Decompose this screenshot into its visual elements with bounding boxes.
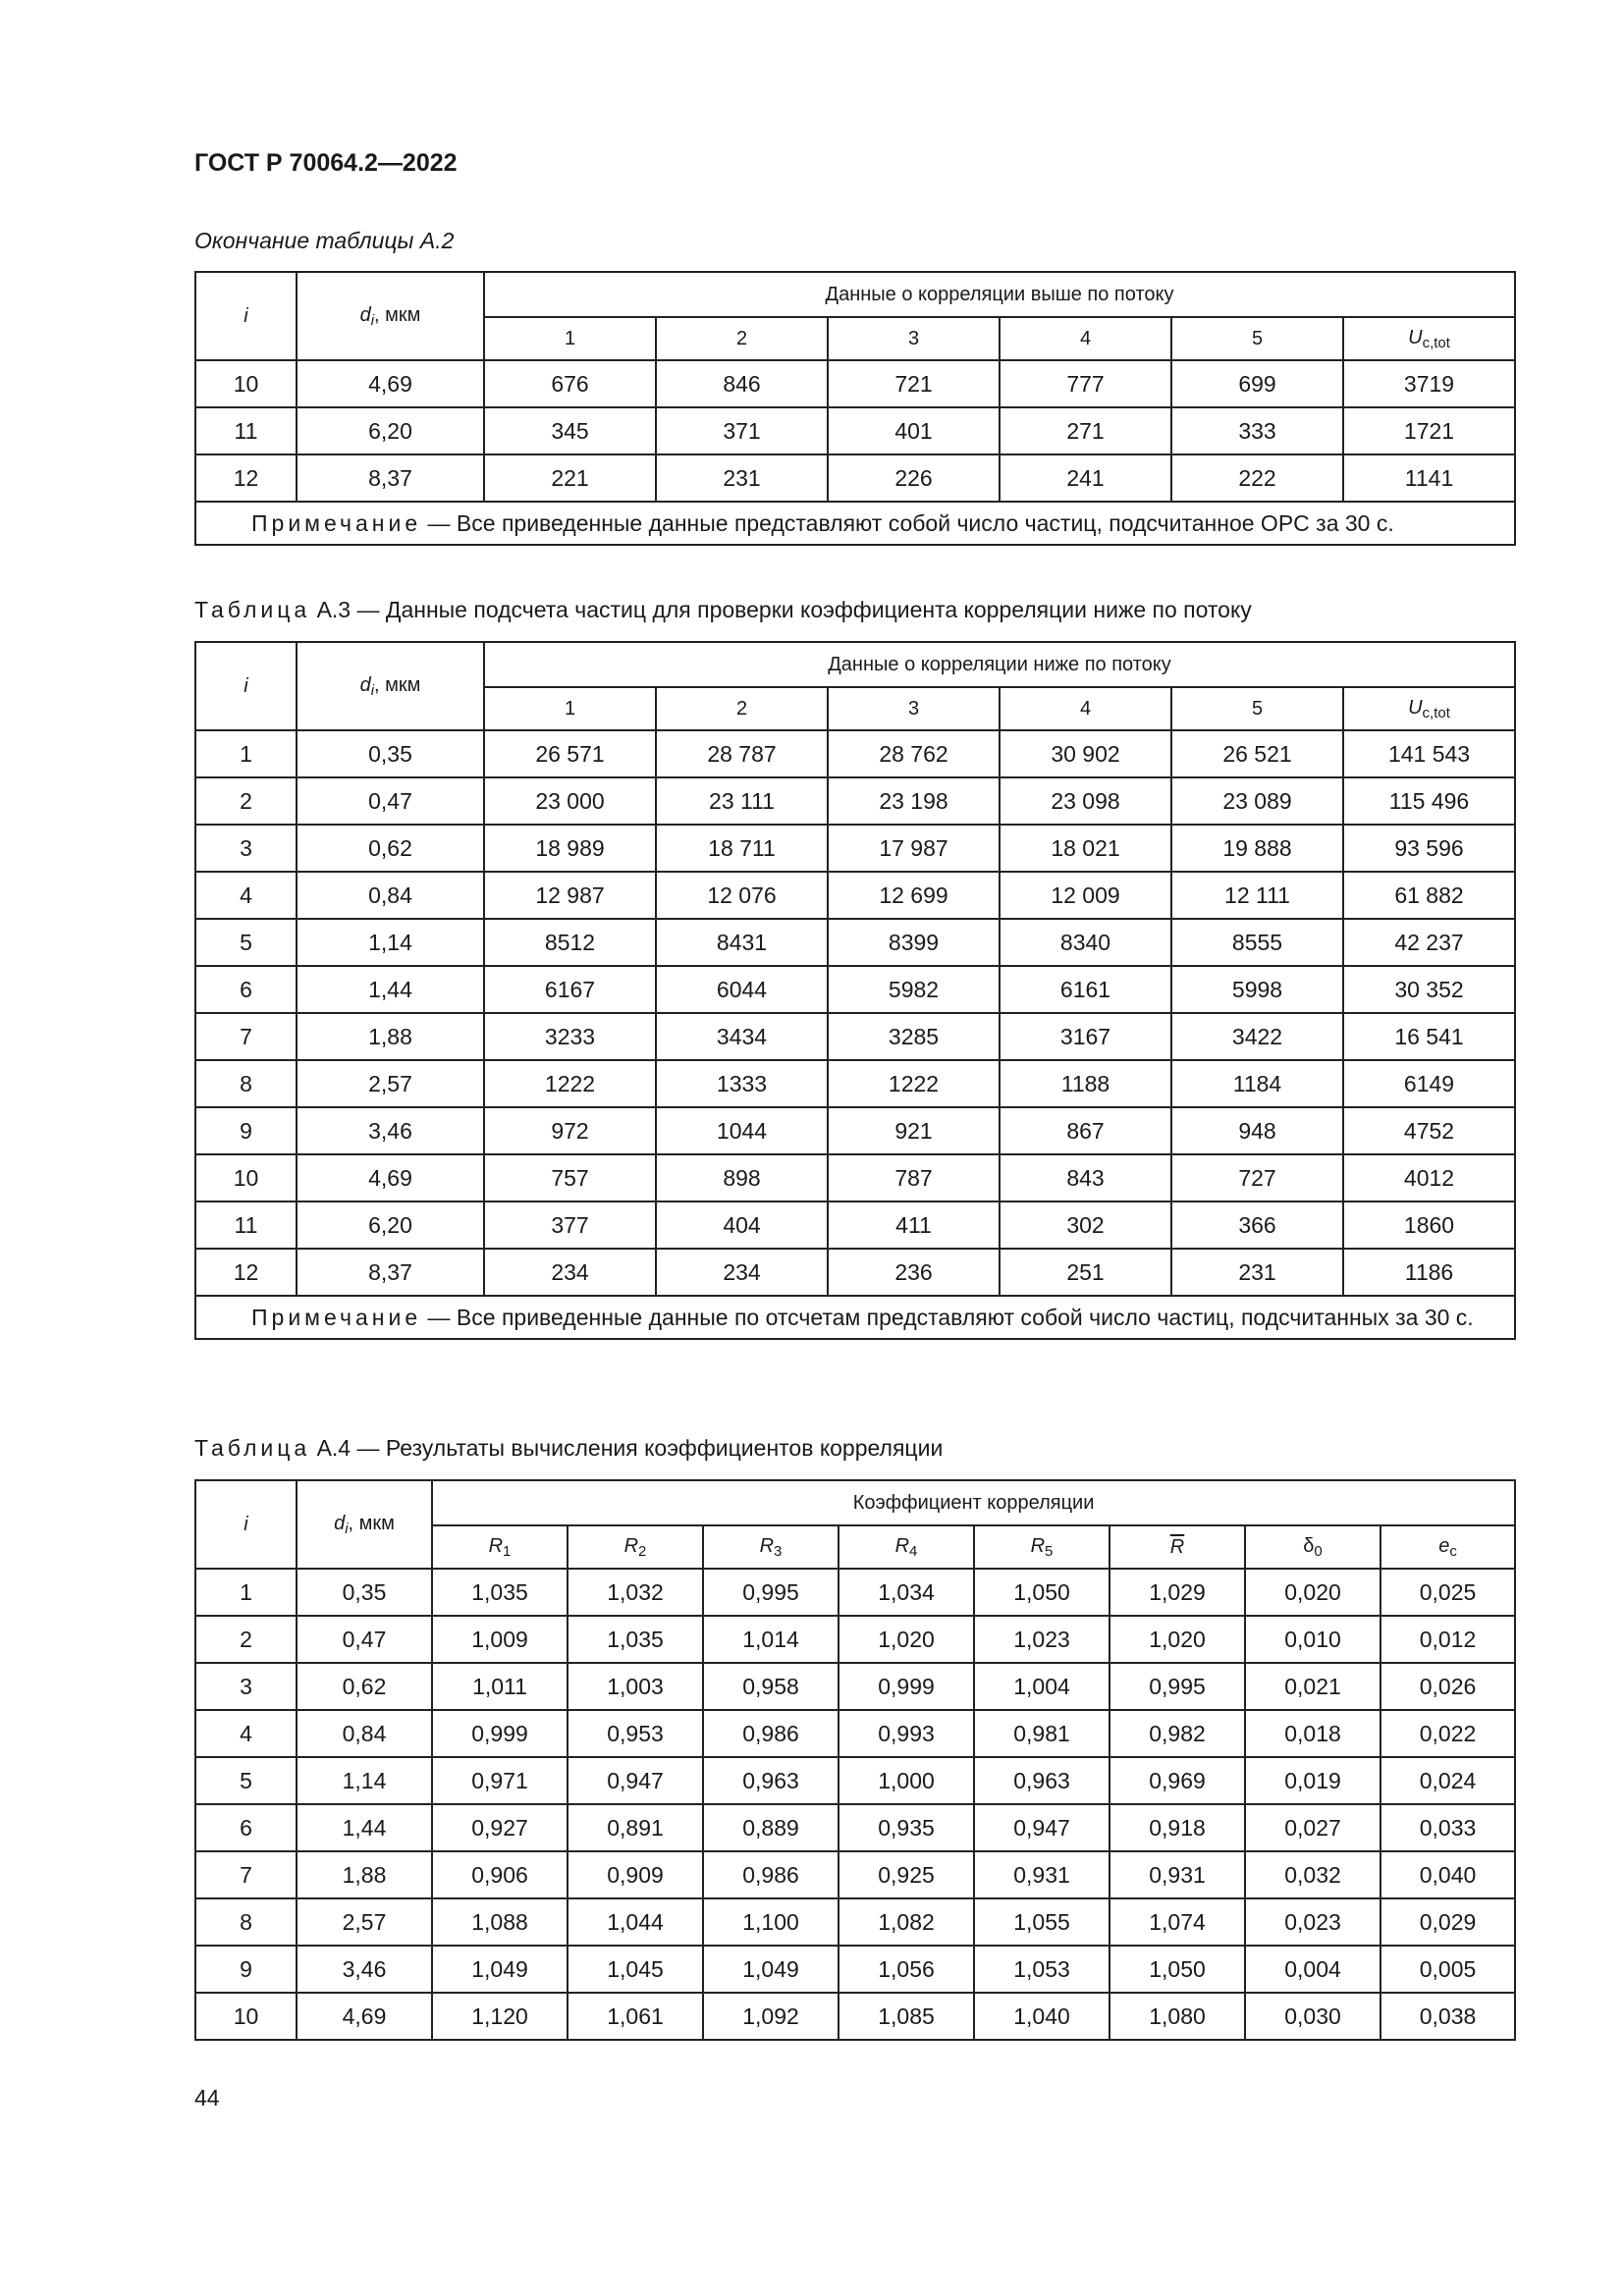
- table-cell: 4: [195, 872, 297, 919]
- table-cell: 1184: [1171, 1060, 1343, 1107]
- table-cell: 30 902: [1000, 730, 1171, 777]
- table-cell: 898: [656, 1154, 828, 1201]
- table-cell: 12 987: [484, 872, 656, 919]
- table-cell: 4752: [1343, 1107, 1515, 1154]
- table-cell: 251: [1000, 1249, 1171, 1296]
- table-row: [195, 1710, 1515, 1757]
- table-cell: 6,20: [297, 407, 484, 454]
- col-header-u-total: $U_{c,tot}$: [1343, 317, 1515, 360]
- col-header-r2: $R_2$: [568, 1525, 703, 1569]
- table-cell: 28 787: [656, 730, 828, 777]
- table-cell: 1,053: [974, 1946, 1110, 1993]
- table-cell: 12: [195, 1249, 297, 1296]
- table-cell: 0,947: [974, 1804, 1110, 1851]
- table-cell: 1,080: [1110, 1993, 1245, 2040]
- col-header-i: i: [195, 642, 297, 730]
- sub-col-header: 4: [1000, 317, 1171, 360]
- table-cell: 18 989: [484, 825, 656, 872]
- table-cell: 0,025: [1380, 1569, 1515, 1616]
- table-cell: 18 711: [656, 825, 828, 872]
- table-cell: 12: [195, 454, 297, 502]
- table-cell: 0,931: [1110, 1851, 1245, 1898]
- table-cell: 1,44: [297, 966, 484, 1013]
- table-cell: 8431: [656, 919, 828, 966]
- sub-col-header: 1: [484, 317, 656, 360]
- table-cell: 0,029: [1380, 1898, 1515, 1946]
- table-cell: 0,993: [839, 1710, 974, 1757]
- table-cell: 0,969: [1110, 1757, 1245, 1804]
- table-cell: 12 076: [656, 872, 828, 919]
- col-header-e: $e_c$: [1380, 1525, 1515, 1569]
- table-cell: 19 888: [1171, 825, 1343, 872]
- table-cell: 0,038: [1380, 1993, 1515, 2040]
- table-a3-note: Примечание — Все приведенные данные по отсчетам представляют собой число частиц, подсчитанных за 30 с.: [195, 1296, 1515, 1339]
- table-cell: 12 699: [828, 872, 1000, 919]
- table-cell: 1,082: [839, 1898, 974, 1946]
- table-cell: 0,35: [297, 1569, 432, 1616]
- table-cell: 0,953: [568, 1710, 703, 1757]
- table-cell: 0,84: [297, 1710, 432, 1757]
- table-cell: 231: [1171, 1249, 1343, 1296]
- table-cell: 1: [195, 1569, 297, 1616]
- col-header-r4: $R_4$: [839, 1525, 974, 1569]
- table-cell: 1,074: [1110, 1898, 1245, 1946]
- table-cell: 0,005: [1380, 1946, 1515, 1993]
- table-cell: 231: [656, 454, 828, 502]
- col-header-r1: $R_1$: [432, 1525, 568, 1569]
- table-cell: 23 111: [656, 777, 828, 825]
- col-header-u-total: $U_{c,tot}$: [1343, 687, 1515, 730]
- table-row: [195, 407, 1515, 454]
- table-cell: 1,029: [1110, 1569, 1245, 1616]
- table-cell: 3285: [828, 1013, 1000, 1060]
- table-cell: 0,927: [432, 1804, 568, 1851]
- table-cell: 3233: [484, 1013, 656, 1060]
- table-row: [195, 730, 1515, 777]
- sub-col-header: 3: [828, 317, 1000, 360]
- table-cell: 757: [484, 1154, 656, 1201]
- table-cell: 1,035: [568, 1616, 703, 1663]
- col-header-delta: $\delta_0$: [1245, 1525, 1380, 1569]
- table-cell: 1333: [656, 1060, 828, 1107]
- table-cell: 0,027: [1245, 1804, 1380, 1851]
- table-row: [195, 1616, 1515, 1663]
- table-cell: 777: [1000, 360, 1171, 407]
- table-row: [195, 1249, 1515, 1296]
- table-row: [195, 1851, 1515, 1898]
- table-cell: 867: [1000, 1107, 1171, 1154]
- table-cell: 17 987: [828, 825, 1000, 872]
- table-row: [195, 825, 1515, 872]
- table-cell: 0,62: [297, 825, 484, 872]
- sub-col-header: 4: [1000, 687, 1171, 730]
- table-cell: 3719: [1343, 360, 1515, 407]
- col-header-r-mean: $\overline{R}$: [1110, 1525, 1245, 1569]
- table-cell: 0,47: [297, 1616, 432, 1663]
- table-cell: 10: [195, 1154, 297, 1201]
- table-row: [195, 1107, 1515, 1154]
- table-cell: 721: [828, 360, 1000, 407]
- table-cell: 1,44: [297, 1804, 432, 1851]
- table-cell: 6,20: [297, 1201, 484, 1249]
- table-cell: 0,030: [1245, 1993, 1380, 2040]
- table-cell: 6: [195, 1804, 297, 1851]
- table-cell: 0,906: [432, 1851, 568, 1898]
- table-cell: 2,57: [297, 1060, 484, 1107]
- table-cell: 3: [195, 825, 297, 872]
- page-number: 44: [194, 2085, 220, 2110]
- table-row: [195, 1663, 1515, 1710]
- table-cell: 0,981: [974, 1710, 1110, 1757]
- sub-col-header: 2: [656, 687, 828, 730]
- table-cell: 0,995: [703, 1569, 839, 1616]
- table-cell: 1,120: [432, 1993, 568, 2040]
- table-cell: 302: [1000, 1201, 1171, 1249]
- table-cell: 0,026: [1380, 1663, 1515, 1710]
- table-row: [195, 1201, 1515, 1249]
- table-a4-body: [195, 1569, 1515, 2040]
- table-cell: 5: [195, 919, 297, 966]
- table-cell: 0,032: [1245, 1851, 1380, 1898]
- table-cell: 0,47: [297, 777, 484, 825]
- table-row: [195, 1804, 1515, 1851]
- table-cell: 787: [828, 1154, 1000, 1201]
- table-cell: 1,020: [839, 1616, 974, 1663]
- table-cell: 0,023: [1245, 1898, 1380, 1946]
- table-cell: 0,84: [297, 872, 484, 919]
- table-cell: 1222: [484, 1060, 656, 1107]
- table-cell: 4,69: [297, 360, 484, 407]
- table-cell: 0,021: [1245, 1663, 1380, 1710]
- table-cell: 1,14: [297, 1757, 432, 1804]
- table-cell: 8,37: [297, 454, 484, 502]
- table-cell: 972: [484, 1107, 656, 1154]
- table-cell: 0,999: [432, 1710, 568, 1757]
- table-cell: 8: [195, 1060, 297, 1107]
- table-cell: 1,092: [703, 1993, 839, 2040]
- table-cell: 1188: [1000, 1060, 1171, 1107]
- table-cell: 3,46: [297, 1946, 432, 1993]
- table-cell: 6149: [1343, 1060, 1515, 1107]
- table-cell: 6044: [656, 966, 828, 1013]
- table-cell: 28 762: [828, 730, 1000, 777]
- col-header-i: i: [195, 1480, 297, 1569]
- table-a2-note: Примечание — Все приведенные данные представляют собой число частиц, подсчитанное OPC за 30 с.: [195, 502, 1515, 545]
- table-cell: 0,947: [568, 1757, 703, 1804]
- table-row: [195, 360, 1515, 407]
- table-cell: 0,040: [1380, 1851, 1515, 1898]
- table-cell: 23 089: [1171, 777, 1343, 825]
- table-cell: 1,045: [568, 1946, 703, 1993]
- table-cell: 6161: [1000, 966, 1171, 1013]
- table-a3-body: [195, 730, 1515, 1296]
- table-cell: 1860: [1343, 1201, 1515, 1249]
- table-cell: 727: [1171, 1154, 1343, 1201]
- table-cell: 0,931: [974, 1851, 1110, 1898]
- table-cell: 0,004: [1245, 1946, 1380, 1993]
- table-cell: 0,918: [1110, 1804, 1245, 1851]
- table-row: [195, 777, 1515, 825]
- table-cell: 0,925: [839, 1851, 974, 1898]
- table-cell: 3167: [1000, 1013, 1171, 1060]
- sub-col-header: 5: [1171, 687, 1343, 730]
- sub-col-header: 5: [1171, 317, 1343, 360]
- table-cell: 1,004: [974, 1663, 1110, 1710]
- table-cell: 1186: [1343, 1249, 1515, 1296]
- table-cell: 0,971: [432, 1757, 568, 1804]
- table-cell: 8555: [1171, 919, 1343, 966]
- table-cell: 3422: [1171, 1013, 1343, 1060]
- table-cell: 1,049: [703, 1946, 839, 1993]
- table-cell: 0,010: [1245, 1616, 1380, 1663]
- table-row: [195, 1013, 1515, 1060]
- table-cell: 0,963: [703, 1757, 839, 1804]
- table-cell: 843: [1000, 1154, 1171, 1201]
- table-cell: 404: [656, 1201, 828, 1249]
- table-cell: 10: [195, 1993, 297, 2040]
- table-cell: 8340: [1000, 919, 1171, 966]
- table-cell: 3434: [656, 1013, 828, 1060]
- table-cell: 8: [195, 1898, 297, 1946]
- group-header: Данные о корреляции выше по потоку: [484, 272, 1515, 317]
- table-cell: 1,088: [432, 1898, 568, 1946]
- table-cell: 2: [195, 777, 297, 825]
- table-cell: 7: [195, 1851, 297, 1898]
- table-row: [195, 872, 1515, 919]
- table-cell: 948: [1171, 1107, 1343, 1154]
- table-cell: 5998: [1171, 966, 1343, 1013]
- table-a2-caption: Окончание таблицы А.2: [194, 228, 455, 253]
- table-cell: 18 021: [1000, 825, 1171, 872]
- table-cell: 1,085: [839, 1993, 974, 2040]
- table-cell: 0,889: [703, 1804, 839, 1851]
- table-cell: 222: [1171, 454, 1343, 502]
- table-cell: 1,050: [974, 1569, 1110, 1616]
- table-a3: [194, 641, 1516, 1340]
- table-cell: 221: [484, 454, 656, 502]
- table-cell: 1: [195, 730, 297, 777]
- table-cell: 333: [1171, 407, 1343, 454]
- table-row: [195, 1757, 1515, 1804]
- table-cell: 1,023: [974, 1616, 1110, 1663]
- table-cell: 241: [1000, 454, 1171, 502]
- table-cell: 1,009: [432, 1616, 568, 1663]
- table-cell: 226: [828, 454, 1000, 502]
- table-row: [195, 1060, 1515, 1107]
- table-cell: 12 009: [1000, 872, 1171, 919]
- table-cell: 0,986: [703, 1851, 839, 1898]
- table-row: [195, 454, 1515, 502]
- table-cell: 11: [195, 407, 297, 454]
- table-cell: 1,032: [568, 1569, 703, 1616]
- table-cell: 1,14: [297, 919, 484, 966]
- table-cell: 0,995: [1110, 1663, 1245, 1710]
- table-a4: [194, 1479, 1516, 2041]
- table-a2: [194, 271, 1516, 546]
- table-cell: 23 098: [1000, 777, 1171, 825]
- table-cell: 377: [484, 1201, 656, 1249]
- col-header-i: i: [195, 272, 297, 360]
- table-cell: 0,018: [1245, 1710, 1380, 1757]
- sub-col-header: 3: [828, 687, 1000, 730]
- table-cell: 0,963: [974, 1757, 1110, 1804]
- table-cell: 4,69: [297, 1993, 432, 2040]
- table-cell: 0,982: [1110, 1710, 1245, 1757]
- table-cell: 8,37: [297, 1249, 484, 1296]
- table-cell: 0,033: [1380, 1804, 1515, 1851]
- table-cell: 0,958: [703, 1663, 839, 1710]
- table-cell: 26 521: [1171, 730, 1343, 777]
- table-cell: 1,040: [974, 1993, 1110, 2040]
- col-header-r3: $R_3$: [703, 1525, 839, 1569]
- table-cell: 1,020: [1110, 1616, 1245, 1663]
- table-cell: 1721: [1343, 407, 1515, 454]
- table-cell: 6167: [484, 966, 656, 1013]
- table-cell: 11: [195, 1201, 297, 1249]
- table-cell: 0,62: [297, 1663, 432, 1710]
- table-cell: 1,061: [568, 1993, 703, 2040]
- table-cell: 61 882: [1343, 872, 1515, 919]
- table-cell: 2: [195, 1616, 297, 1663]
- table-cell: 0,35: [297, 730, 484, 777]
- table-cell: 0,020: [1245, 1569, 1380, 1616]
- table-cell: 0,022: [1380, 1710, 1515, 1757]
- table-cell: 1,055: [974, 1898, 1110, 1946]
- table-cell: 236: [828, 1249, 1000, 1296]
- table-row: [195, 919, 1515, 966]
- table-a3-caption: Таблица А.3 — Данные подсчета частиц для проверки коэффициента корреляции ниже по потоку: [194, 597, 1252, 622]
- table-a2-body: [195, 360, 1515, 502]
- table-cell: 1,100: [703, 1898, 839, 1946]
- table-cell: 234: [656, 1249, 828, 1296]
- table-cell: 4,69: [297, 1154, 484, 1201]
- table-cell: 5982: [828, 966, 1000, 1013]
- table-cell: 6: [195, 966, 297, 1013]
- table-cell: 699: [1171, 360, 1343, 407]
- table-cell: 30 352: [1343, 966, 1515, 1013]
- col-header-d: $d_i$, мкм: [297, 642, 484, 730]
- table-cell: 401: [828, 407, 1000, 454]
- table-cell: 12 111: [1171, 872, 1343, 919]
- table-cell: 0,024: [1380, 1757, 1515, 1804]
- table-cell: 4: [195, 1710, 297, 1757]
- table-cell: 1,88: [297, 1851, 432, 1898]
- table-cell: 345: [484, 407, 656, 454]
- table-cell: 42 237: [1343, 919, 1515, 966]
- table-cell: 1141: [1343, 454, 1515, 502]
- table-cell: 93 596: [1343, 825, 1515, 872]
- table-cell: 1,050: [1110, 1946, 1245, 1993]
- table-cell: 411: [828, 1201, 1000, 1249]
- table-cell: 846: [656, 360, 828, 407]
- table-cell: 141 543: [1343, 730, 1515, 777]
- table-cell: 0,999: [839, 1663, 974, 1710]
- table-cell: 0,909: [568, 1851, 703, 1898]
- table-cell: 3: [195, 1663, 297, 1710]
- table-cell: 1,035: [432, 1569, 568, 1616]
- table-cell: 23 000: [484, 777, 656, 825]
- col-header-d: $d_i$, мкм: [297, 272, 484, 360]
- table-a4-caption: Таблица А.4 — Результаты вычисления коэффициентов корреляции: [194, 1435, 944, 1461]
- table-cell: 8399: [828, 919, 1000, 966]
- table-cell: 0,019: [1245, 1757, 1380, 1804]
- document-header: ГОСТ Р 70064.2—2022: [194, 149, 458, 177]
- table-cell: 371: [656, 407, 828, 454]
- table-cell: 26 571: [484, 730, 656, 777]
- table-cell: 234: [484, 1249, 656, 1296]
- table-row: [195, 1154, 1515, 1201]
- table-cell: 1,003: [568, 1663, 703, 1710]
- table-cell: 4012: [1343, 1154, 1515, 1201]
- table-row: [195, 1569, 1515, 1616]
- table-cell: 0,986: [703, 1710, 839, 1757]
- sub-col-header: 2: [656, 317, 828, 360]
- col-header-r5: $R_5$: [974, 1525, 1110, 1569]
- table-row: [195, 1946, 1515, 1993]
- table-cell: 1,000: [839, 1757, 974, 1804]
- table-cell: 1,049: [432, 1946, 568, 1993]
- table-cell: 0,935: [839, 1804, 974, 1851]
- table-cell: 0,012: [1380, 1616, 1515, 1663]
- table-cell: 0,891: [568, 1804, 703, 1851]
- table-cell: 8512: [484, 919, 656, 966]
- sub-col-header: 1: [484, 687, 656, 730]
- table-cell: 676: [484, 360, 656, 407]
- table-cell: 1222: [828, 1060, 1000, 1107]
- table-cell: 1,011: [432, 1663, 568, 1710]
- group-header: Данные о корреляции ниже по потоку: [484, 642, 1515, 687]
- table-cell: 1,034: [839, 1569, 974, 1616]
- table-cell: 2,57: [297, 1898, 432, 1946]
- table-cell: 23 198: [828, 777, 1000, 825]
- table-cell: 9: [195, 1107, 297, 1154]
- table-cell: 1,056: [839, 1946, 974, 1993]
- table-cell: 366: [1171, 1201, 1343, 1249]
- table-cell: 7: [195, 1013, 297, 1060]
- table-cell: 16 541: [1343, 1013, 1515, 1060]
- table-cell: 271: [1000, 407, 1171, 454]
- table-cell: 1044: [656, 1107, 828, 1154]
- col-header-d: $d_i$, мкм: [297, 1480, 432, 1569]
- table-cell: 5: [195, 1757, 297, 1804]
- table-row: [195, 1993, 1515, 2040]
- table-cell: 9: [195, 1946, 297, 1993]
- group-header: Коэффициент корреляции: [432, 1480, 1515, 1525]
- table-cell: 115 496: [1343, 777, 1515, 825]
- table-cell: 921: [828, 1107, 1000, 1154]
- table-cell: 1,88: [297, 1013, 484, 1060]
- table-cell: 1,014: [703, 1616, 839, 1663]
- table-row: [195, 966, 1515, 1013]
- table-cell: 3,46: [297, 1107, 484, 1154]
- table-cell: 10: [195, 360, 297, 407]
- table-cell: 1,044: [568, 1898, 703, 1946]
- table-row: [195, 1898, 1515, 1946]
